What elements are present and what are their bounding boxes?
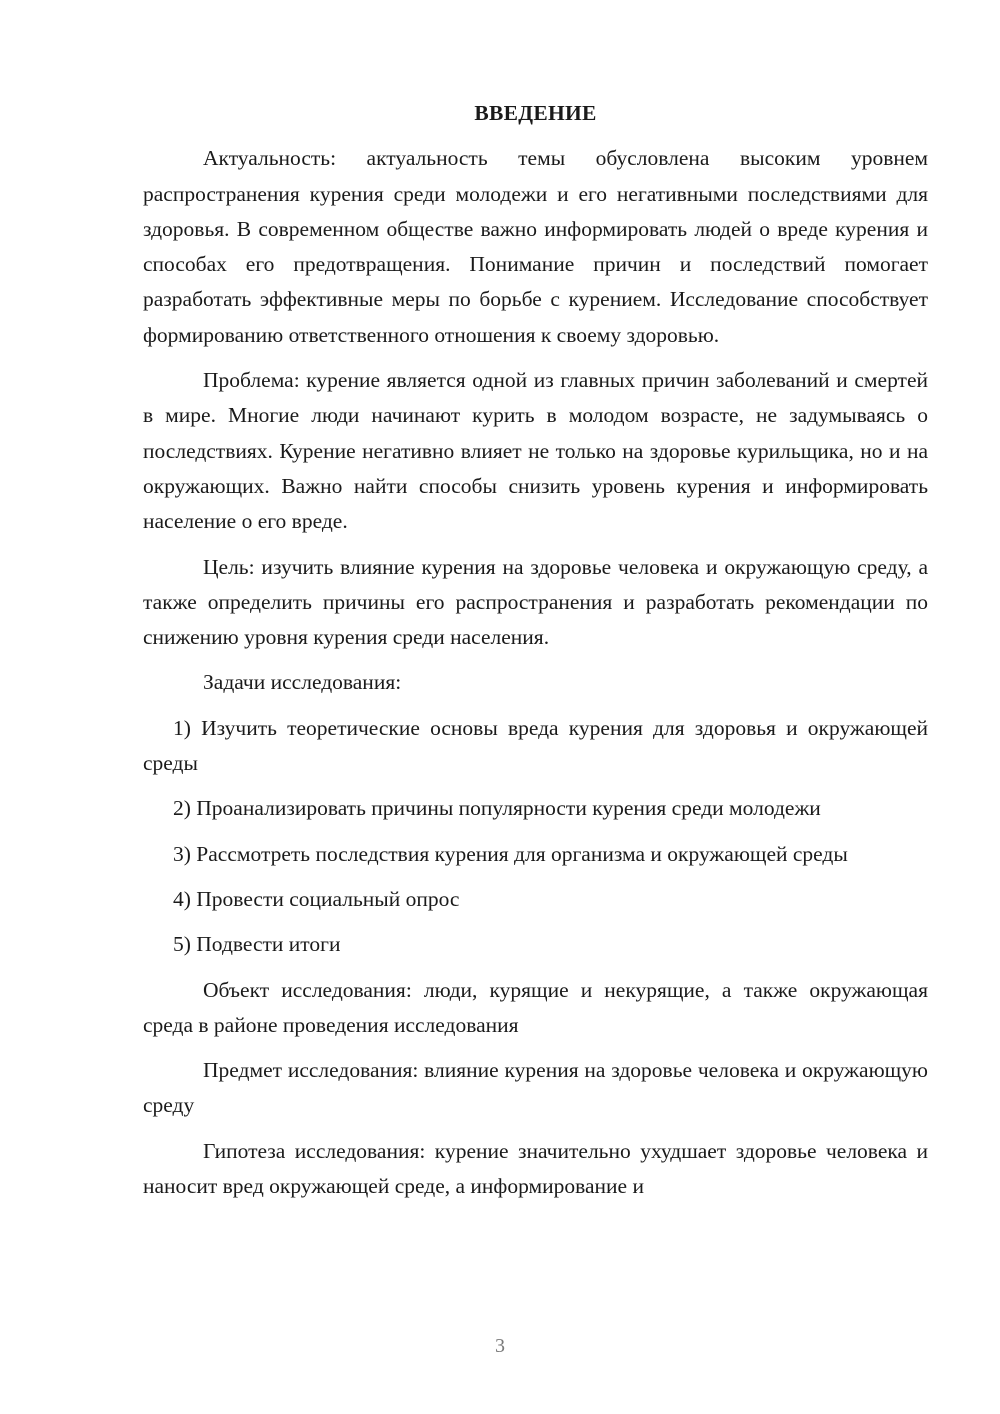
page-number: 3 <box>495 1335 505 1357</box>
paragraph-relevance: Актуальность: актуальность темы обусловлена высоким уровнем распространения курения среди молодежи и его негативными последствиями для здоровья. В современном обществе важно информировать людей о вреде курения и способах его предотвращения. Понимание причин и последствий помогает разработать эффективные меры по борьбе с курением. Исследование способствует формированию ответственного отношения к своему здоровью. <box>143 146 928 347</box>
document-body <box>143 96 928 1214</box>
task-item-4: 4) Провести социальный опрос <box>173 886 460 911</box>
paragraph-hypothesis: Гипотеза исследования: курение значительно ухудшает здоровье человека и наносит вред окружающей среде, а информирование и <box>143 1138 928 1199</box>
page-title: ВВЕДЕНИЕ <box>474 101 597 125</box>
task-item-5: 5) Подвести итоги <box>173 932 341 957</box>
tasks-heading: Задачи исследования: <box>203 670 402 695</box>
paragraph-goal: Цель: изучить влияние курения на здоровье человека и окружающую среду, а также определить причины его распространения и разработать рекомендации по снижению уровня курения среди населения. <box>143 554 928 650</box>
paragraph-object: Объект исследования: люди, курящие и некурящие, а также окружающая среда в районе проведения исследования <box>143 977 928 1037</box>
task-item-2: 2) Проанализировать причины популярности курения среди молодежи <box>173 796 821 821</box>
task-item-3: 3) Рассмотреть последствия курения для организма и окружающей среды <box>173 841 848 866</box>
paragraph-problem: Проблема: курение является одной из главных причин заболеваний и смертей в мире. Многие люди начинают курить в молодом возрасте, не задумываясь о последствиях. Курение негативно влияет не только на здоровье курильщика, но и на окружающих. Важно найти способы снизить уровень курения и информировать население о его вреде. <box>143 368 928 534</box>
task-item-1: 1) Изучить теоретические основы вреда курения для здоровья и окружающей среды <box>143 715 928 776</box>
paragraph-subject: Предмет исследования: влияние курения на здоровье человека и окружающую среду <box>143 1058 928 1118</box>
